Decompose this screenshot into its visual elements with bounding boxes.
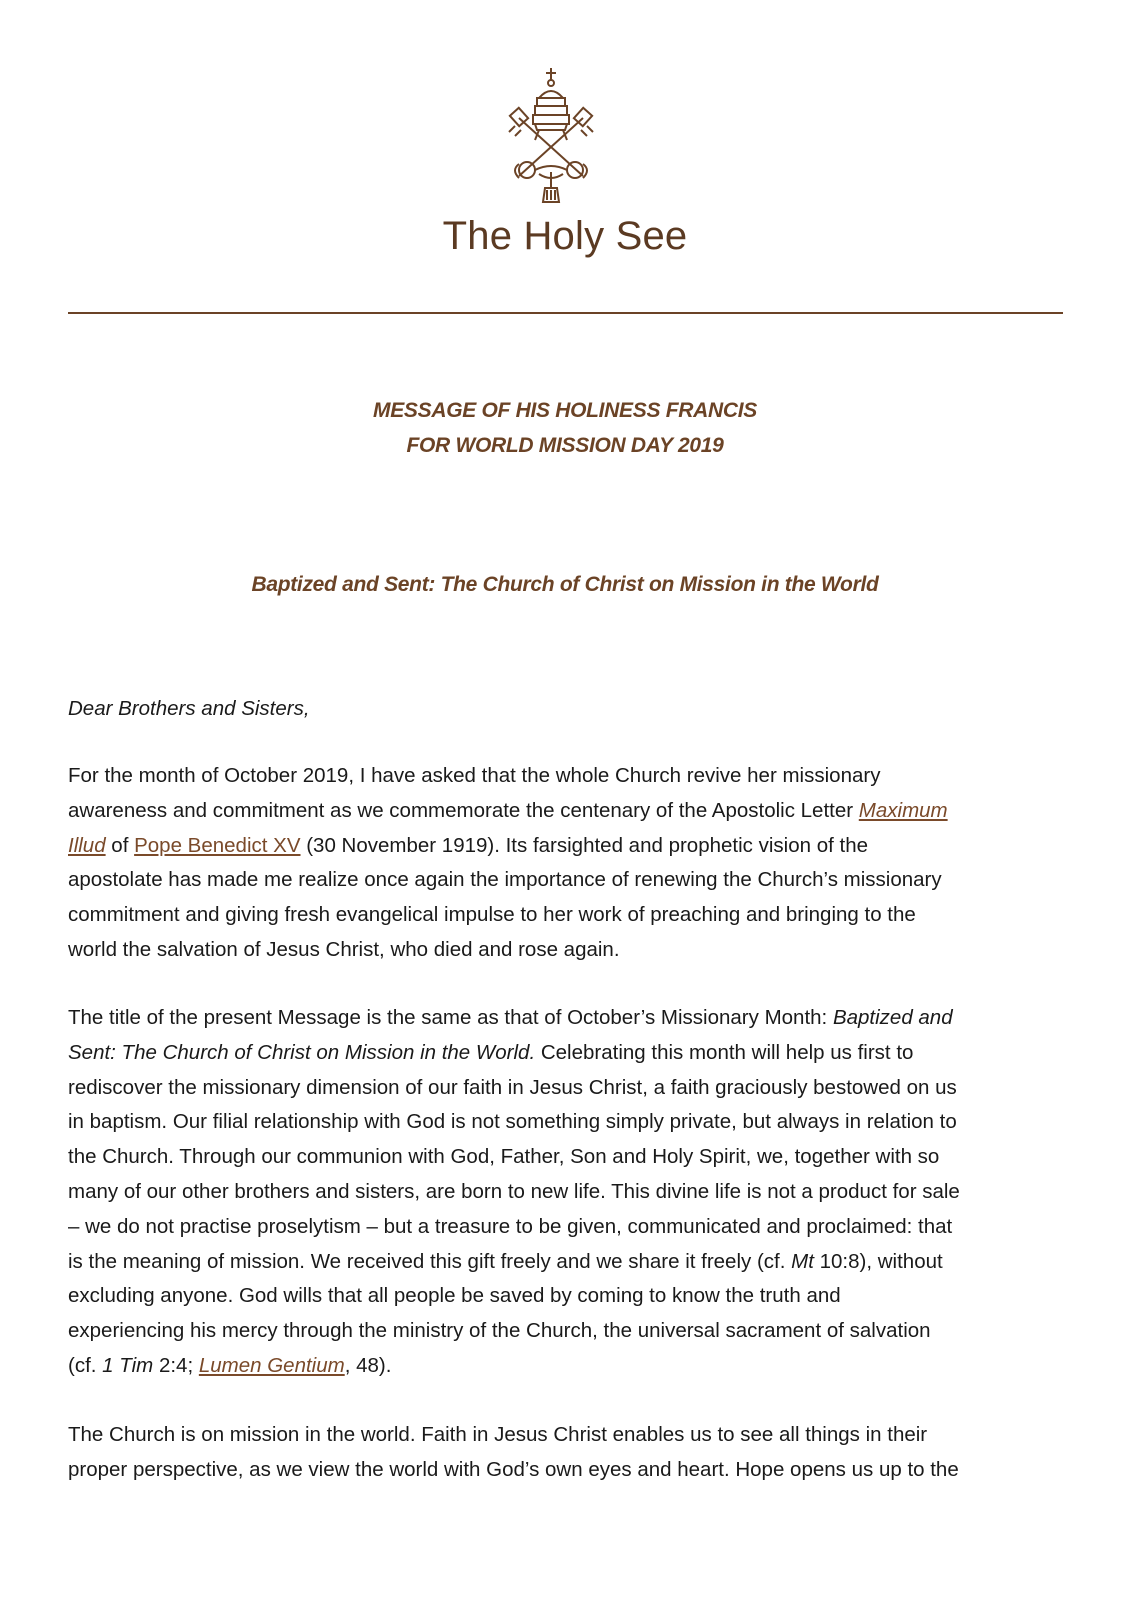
- p1-line2: [68, 794, 1063, 829]
- p2-line11-text-c: , 48).: [344, 1353, 392, 1377]
- p3-line2: proper perspective, as we view the world with God’s own eyes and heart. Hope opens us up to the: [68, 1457, 959, 1481]
- p1-line6: world the salvation of Jesus Christ, who died and rose again.: [68, 937, 620, 961]
- p2-line11: [68, 1349, 1063, 1384]
- p2-line1-italic: Baptized and: [832, 1006, 953, 1029]
- paragraph-1: [68, 759, 1063, 968]
- document-subtitle: Baptized and Sent: The Church of Christ on Mission in the World: [251, 573, 879, 596]
- p2-line10: experiencing his mercy through the ministry of the Church, the universal sacrament of salvation: [68, 1319, 931, 1343]
- p2-line5: the Church. Through our communion with God, Father, Son and Holy Spirit, we, together with so: [68, 1145, 940, 1169]
- p1-line1: For the month of October 2019, I have asked that the whole Church revive her missionary: [68, 764, 881, 787]
- p2-line8-text-b: 10:8), without: [813, 1249, 943, 1273]
- p2-line2: [68, 1036, 1063, 1071]
- p2-line1-text: The title of the present Message is the same as that of October’s Missionary Month:: [68, 1006, 833, 1029]
- site-title: The Holy See: [442, 214, 688, 258]
- link-lumen-gentium-text: Lumen Gentium: [198, 1353, 345, 1377]
- document-heading-line1: MESSAGE OF HIS HOLINESS FRANCIS: [373, 399, 757, 422]
- p1-line4: apostolate has made me realize once again the importance of renewing the Church’s missionary: [68, 868, 942, 892]
- p2-line11-text-a: (cf.: [68, 1353, 103, 1377]
- p2-line6: many of our other brothers and sisters, are born to new life. This divine life is not a product for sale: [68, 1179, 960, 1203]
- link-maximum-illud[interactable]: Maximum: [858, 798, 948, 822]
- papal-emblem-icon: [505, 66, 597, 206]
- p1-line5: commitment and giving fresh evangelical impulse to her work of preaching and bringing to the: [68, 903, 916, 927]
- p1-line3-text-b: (30 November 1919). Its farsighted and prophetic vision of the: [300, 833, 868, 857]
- p2-line9: excluding anyone. God wills that all people be saved by coming to know the truth and: [68, 1284, 841, 1308]
- p2-line7: – we do not practise proselytism – but a treasure to be given, communicated and proclaimed: that: [68, 1214, 953, 1238]
- document-heading-line2: FOR WORLD MISSION DAY 2019: [406, 434, 724, 457]
- link-pope-benedict[interactable]: Pope Benedict XV: [134, 833, 301, 857]
- link-maximum-illud-cont[interactable]: [68, 834, 106, 857]
- p1-line3-text-a: of: [105, 833, 135, 857]
- p2-line2-text: Celebrating this month will help us first to: [535, 1040, 914, 1064]
- link-illud-text: Illud: [68, 833, 106, 857]
- salutation: Dear Brothers and Sisters,: [68, 697, 310, 720]
- p2-line8: [68, 1245, 1063, 1280]
- paragraph-3: [68, 1418, 1063, 1488]
- p3-line1: The Church is on mission in the world. Faith in Jesus Christ enables us to see all things in their: [68, 1423, 928, 1446]
- p2-line8-text-a: is the meaning of mission. We received this gift freely and we share it freely (cf.: [68, 1249, 792, 1273]
- header-divider: [68, 312, 1063, 314]
- p2-line8-italic: Mt: [791, 1249, 814, 1273]
- p2-line11-text-b: 2:4;: [153, 1353, 199, 1377]
- p2-line1: [68, 1001, 1063, 1036]
- p1-line2-text: awareness and commitment as we commemorate the centenary of the Apostolic Letter: [68, 798, 859, 822]
- p1-line3: [68, 829, 1063, 864]
- paragraph-2: [68, 1001, 1063, 1384]
- p2-line11-italic: 1 Tim: [102, 1353, 154, 1377]
- p2-line2-italic: Sent: The Church of Christ on Mission in the World.: [68, 1040, 536, 1064]
- p2-line4: in baptism. Our filial relationship with God is not something simply private, but always in relation to: [68, 1110, 957, 1134]
- link-lumen-gentium[interactable]: [199, 1354, 345, 1377]
- p2-line3: rediscover the missionary dimension of our faith in Jesus Christ, a faith graciously bestowed on us: [68, 1075, 957, 1099]
